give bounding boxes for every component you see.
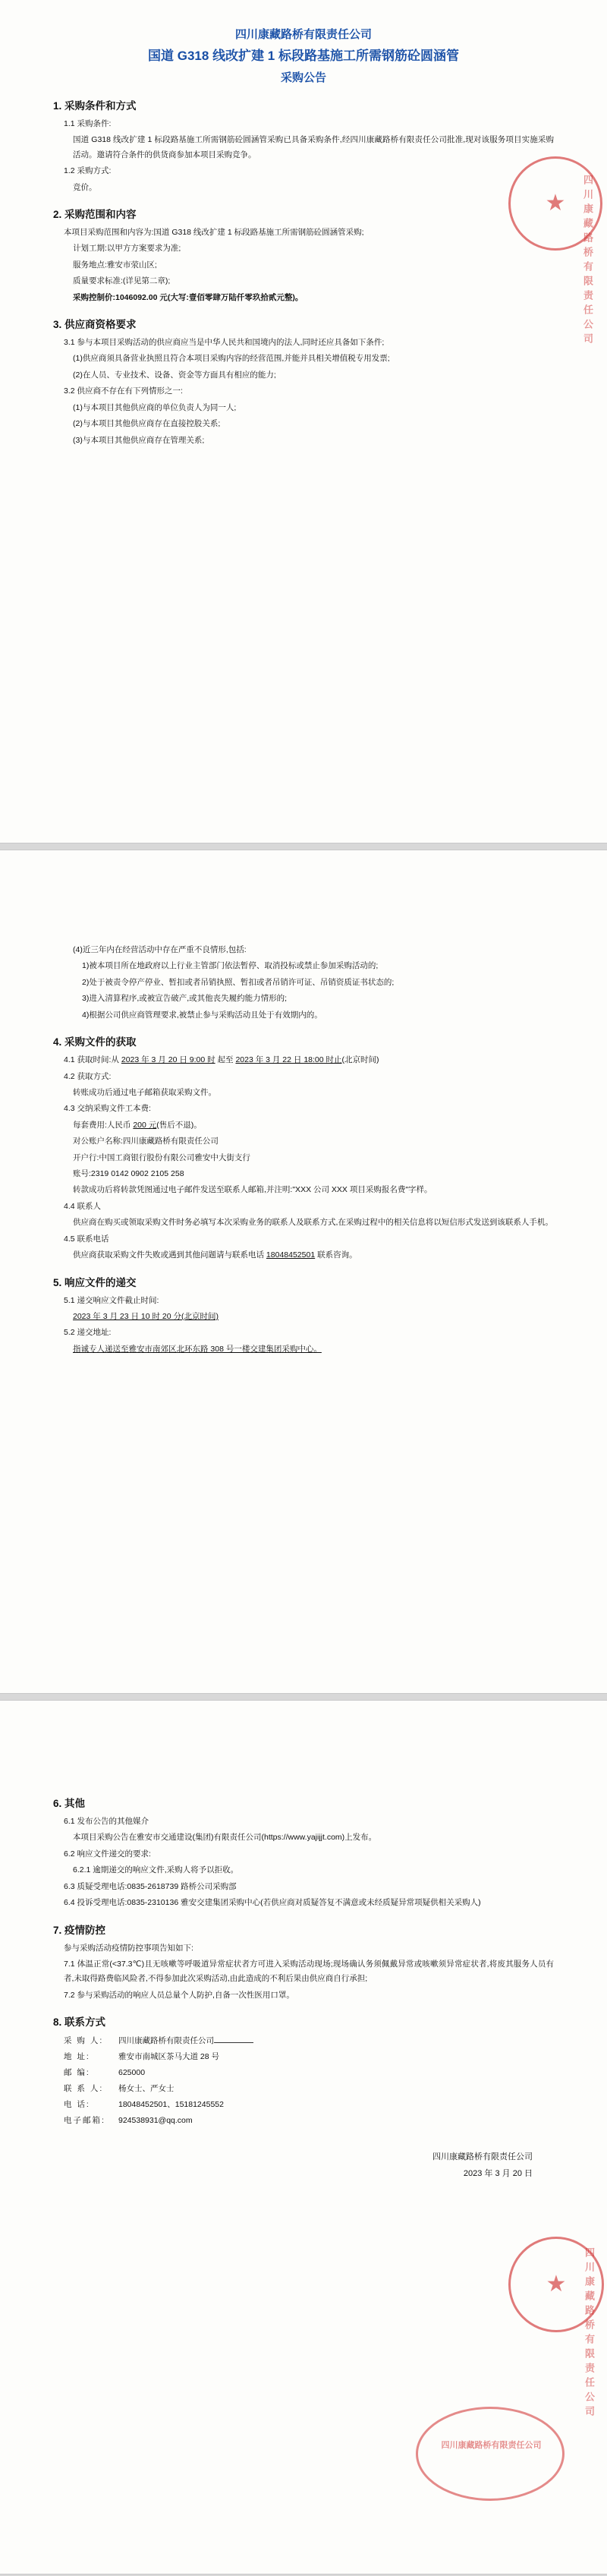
section4-start-date: 2023 年 3 月 20 日 9:00 时 [121,1055,215,1065]
section4-p8: 4.4 联系人 [64,1201,102,1211]
section3-p10: 2)处于被责令停产停业、暂扣或者吊销执照、暂扣或者吊销许可证、吊销资质证书状态的; [82,977,395,987]
document-sheet-3 [0,1701,607,2574]
contact-row [64,2033,554,2049]
section6-p1: 6.1 发布公告的其他媒介 [64,1817,149,1826]
contact-blank [214,2042,253,2043]
section2-p2: 计划工期:以甲方方案要求为准; [73,244,181,254]
section4-fee-amount: 200 元 [133,1120,157,1130]
contact-label: 电 话: [64,2100,90,2110]
section-heading-7: 7. 疫情防控 [53,1924,106,1936]
section4-p3b [73,1118,554,1133]
contact-value: 924538931@qq.com [118,2116,193,2126]
section-heading-4: 4. 采购文件的获取 [53,1036,137,1048]
section1-sub1-heading: 1.1 采购条件: [64,118,112,128]
contact-label: 电子邮箱: [64,2116,105,2126]
section4-p2: 4.2 获取方式: [64,1071,112,1081]
section6-p5: 6.4 投诉受理电话:0835-2310136 雅安交建集团采购中心(若供应商对质疑答复不满意或未经质疑异常项疑供相关采购人) [64,1898,481,1908]
section4-p7: 转款成功后将转款凭图通过电子邮件发送至联系人邮箱,并注明:"XXX 公司 XXX 项目采购报名费"字样。 [73,1185,432,1195]
document-sheet-1 [0,0,607,843]
contact-value: 杨女士、严女士 [118,2084,175,2094]
section3-p8: (4)近三年内在经营活动中存在严重不良情形,包括: [73,945,247,954]
contact-label: 联 系 人: [64,2084,104,2094]
section-heading-5: 5. 响应文件的递交 [53,1276,137,1288]
contact-value: 625000 [118,2068,146,2078]
page-title [53,26,554,87]
section5-p1: 5.1 递交响应文件截止时间: [64,1295,159,1305]
document-sheet-2 [0,850,607,1693]
section4-end-date: 2023 年 3 月 22 日 18:00 时止 [235,1055,342,1065]
contact-label: 邮 编: [64,2068,90,2078]
side-seal-text-2: 四川康藏路桥有限责任公司 [583,2247,595,2420]
section6-p2: 6.2 响应文件递交的要求: [64,1849,151,1859]
section3-p9: 1)被本项目所在地政府以上行业主管部门依法暂停、取消投标或禁止参加采购活动的; [82,961,379,971]
section4-account-name: 对公账户名称:四川康藏路桥有限责任公司 [73,1137,219,1146]
section6-p4: 6.3 质疑受理电话:0835-2618739 路桥公司采购部 [64,1881,237,1891]
section5-address: 指诚专人递送至雅安市南郊区北环东路 308 号一楼交建集团采购中心。 [73,1344,322,1354]
section5-p2: 5.2 递交地址: [64,1328,112,1338]
section4-account-number: 账号:2319 0142 0902 2105 258 [73,1169,184,1179]
section7-p3: 7.2 参与采购活动的响应人员总量个人防护,自备一次性医用口罩。 [64,1990,294,2000]
section4-fee-post: (售后不退)。 [156,1120,202,1130]
title-line-3: 采购公告 [280,71,326,84]
section3-p2: (1)供应商须具备营业执照且符合本项目采购内容的经营范围,并能并具相关增值税专用发票; [73,354,390,364]
section4-p1 [64,1053,554,1067]
section-heading-3: 3. 供应商资格要求 [53,319,137,331]
contact-row [64,2081,554,2097]
section1-sub2-text: 竞价。 [73,182,97,192]
section7-p2: 7.1 体温正常(<37.3℃)且无咳嗽等呼吸道异常症状者方可进入采购活动现场;现场确认务须佩戴异常或咳嗽须异常症状者,将废其服务人员有者,未取得路费临风险者,不得参加此次采购活动,由此造成的不利后果由供应商自行承担; [64,1959,554,1984]
side-seal-text-1: 四川康藏路桥有限责任公司 [582,175,593,348]
seal-star-icon: ★ [546,2272,567,2297]
section2-p4: 质量要求标准:(详见第二章); [73,276,171,286]
section6-p3: 6.2.1 逾期递交的响应文件,采购人将予以拒收。 [73,1865,239,1875]
section4-bank: 开户行:中国工商银行股份有限公司雅安中大街支行 [73,1152,250,1162]
signature-date: 2023 年 3 月 20 日 [463,2169,533,2179]
contact-value [118,2033,554,2049]
section6-p1b: 本项目采购公告在雅安市交通建设(集团)有限责任公司(https://www.yajijjt.com)上发布。 [73,1833,377,1843]
section5-deadline: 2023 年 3 月 23 日 10 时 20 分(北京时间) [73,1312,219,1322]
section4-p1-post: (北京时间) [341,1055,379,1065]
section7-p1: 参与采购活动疫情防控事项告知如下: [64,1943,193,1953]
contact-value: 18048452501、15181245552 [118,2100,224,2110]
contact-value-text: 四川康藏路桥有限责任公司 [118,2036,214,2046]
section1-sub2-heading: 1.2 采购方式: [64,166,112,176]
contact-row [64,2113,554,2129]
section3-p5: (1)与本项目其他供应商的单位负责人为同一人; [73,402,237,412]
signature-block [53,2149,554,2182]
section-heading-2: 2. 采购范围和内容 [53,208,137,220]
section1-sub1-text: 国道 G318 线改扩建 1 标段路基施工所需钢筋砼圆涵管采购已具备采购条件,经四川康藏路桥有限责任公司批准,现对该服务项目实施采购活动。邀请符合条件的供货商参加本项目采购竞争。 [73,135,554,159]
section3-p7: (3)与本项目其他供应商存在管理关系; [73,435,205,445]
company-oval-seal [416,2407,565,2501]
contact-value: 雅安市南城区茶马大道 28 号 [118,2052,220,2062]
section2-p5: 采购控制价:1046092.00 元(大写:壹佰零肆万陆仟零玖拾贰元整)。 [73,292,304,302]
contact-row [64,2065,554,2081]
oval-seal-text: 四川康藏路桥有限责任公司 [441,2441,542,2450]
section4-contact-tel: 18048452501 [266,1250,316,1260]
section4-p9: 供应商在购买或领取采购文件时务必填写本次采购业务的联系人及联系方式,在采购过程中的相关信息将以短信形式发送到该联系人手机。 [73,1218,553,1228]
title-line-2: 国道 G318 线改扩建 1 标段路基施工所需钢筋砼圆涵管 [148,49,459,64]
section4-p3: 4.3 交纳采购文件工本费: [64,1104,151,1114]
section4-p1-pre: 4.1 获取时间:从 [64,1055,121,1065]
contact-label: 采 购 人: [64,2036,104,2046]
section2-p3: 服务地点:雅安市荥山区; [73,260,157,270]
section4-p11-post: 联系咨询。 [315,1250,357,1260]
section4-p1-mid: 起至 [215,1055,236,1065]
section4-fee-pre: 每套费用:人民币 [73,1120,134,1130]
section-heading-8: 8. 联系方式 [53,2016,106,2029]
section2-p1: 本项目采购范围和内容为:国道 G318 线改扩建 1 标段路基施工所需钢筋砼圆涵管采购; [64,227,364,237]
section3-p6: (2)与本项目其他供应商存在直接控股关系; [73,419,221,429]
title-line-1: 四川康藏路桥有限责任公司 [234,28,372,41]
section3-p11: 3)进入清算程序,或被宣告破产,或其他丧失履约能力情形的; [82,994,288,1004]
section4-p2b: 转账成功后通过电子邮箱获取采购文件。 [73,1087,216,1097]
section4-p10: 4.5 联系电话 [64,1234,109,1244]
section-heading-6: 6. 其他 [53,1798,86,1809]
section3-p12: 4)根据公司供应商管理要求,被禁止参与采购活动且处于有效期内的。 [82,1010,322,1020]
seal-star-icon: ★ [545,191,566,216]
section4-p11 [73,1248,554,1263]
section3-p4: 3.2 供应商不存在有下列情形之一: [64,386,183,396]
contact-row [64,2097,554,2113]
contact-label: 地 址: [64,2052,90,2062]
section3-p3: (2)在人员、专业技术、设备、资金等方面具有相应的能力; [73,370,276,380]
contact-row [64,2049,554,2065]
section-heading-1: 1. 采购条件和方式 [53,99,137,112]
section3-p1: 3.1 参与本项目采购活动的供应商应当是中华人民共和国境内的法人,同时还应具备如下条件; [64,338,385,348]
section4-p11-pre: 供应商获取采购文件失败或遇到其他问题请与联系电话 [73,1250,266,1260]
signature-company: 四川康藏路桥有限责任公司 [432,2152,533,2162]
